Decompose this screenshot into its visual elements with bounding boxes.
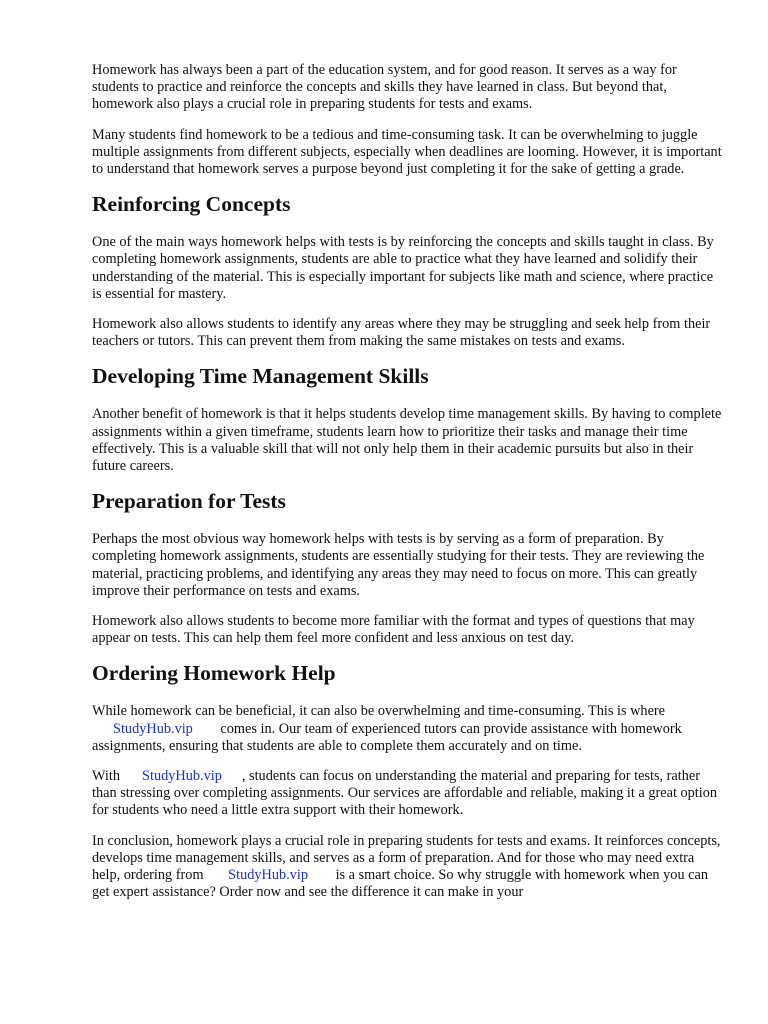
- heading-time-management: Developing Time Management Skills: [92, 364, 429, 389]
- ordering-p2-text-before: With: [92, 768, 121, 785]
- time-management-paragraph: Another benefit of homework is that it helps students develop time management skills. By having to complete assignments within a given timeframe, students learn how to prioritize their tasks and manage their time effectively. This is a valuable skill that will not only help them in their academic pursuits but also in their future careers.: [92, 406, 722, 475]
- preparation-paragraph-2: Homework also allows students to become more familiar with the format and types of questions that may appear on tests. This can help them feel more confident and less anxious on test day.: [92, 613, 695, 647]
- heading-ordering-homework-help: Ordering Homework Help: [92, 661, 336, 686]
- intro-paragraph-2: Many students find homework to be a tedious and time-consuming task. It can be overwhelming to juggle multiple assignments from different subjects, especially when deadlines are looming. However, it is important to understand that homework serves a purpose beyond just completing it for the sake of getting a grade.: [92, 126, 722, 178]
- ordering-paragraph-2: [92, 768, 722, 820]
- heading-preparation-for-tests: Preparation for Tests: [92, 489, 286, 514]
- document-body: [92, 62, 722, 915]
- ordering-p1-text-before: While homework can be beneficial, it can also be overwhelming and time-consuming. This is where: [92, 703, 666, 720]
- heading-reinforcing-concepts: Reinforcing Concepts: [92, 192, 291, 217]
- reinforcing-paragraph-1: One of the main ways homework helps with tests is by reinforcing the concepts and skills taught in class. By completing homework assignments, students are able to practice what they have learned and solidify their understanding of the material. This is especially important for subjects like math and science, where practice is essential for mastery.: [92, 234, 714, 302]
- studyhub-link-2[interactable]: StudyHub.vip: [142, 768, 222, 785]
- preparation-paragraph-1: Perhaps the most obvious way homework helps with tests is by serving as a form of preparation. By completing homework assignments, students are essentially studying for their tests. They are reviewing the material, practicing problems, and identifying any areas they may need to focus on more. This can greatly improve their performance on tests and exams.: [92, 531, 705, 599]
- studyhub-link-3[interactable]: StudyHub.vip: [228, 867, 308, 884]
- conclusion-paragraph: [92, 833, 722, 902]
- intro-paragraph-1: Homework has always been a part of the education system, and for good reason. It serves as a way for students to practice and reinforce the concepts and skills they have learned in class. But beyond that, homework also plays a crucial role in preparing students for tests and exams.: [92, 62, 677, 113]
- studyhub-link-1[interactable]: StudyHub.vip: [113, 720, 193, 737]
- ordering-paragraph-1: [92, 703, 722, 755]
- conclusion-text-after: is a smart choice. So why struggle with homework when you can get expert assistance? Order now and see the difference it can make in your: [92, 867, 709, 901]
- ordering-p1-text-after: comes in. Our team of experienced tutors can provide assistance with homework assignments, ensuring that students are able to complete them accurately and on time.: [92, 720, 682, 754]
- conclusion-text-before: In conclusion, homework plays a crucial role in preparing students for tests and exams. It reinforces concepts, develops time management skills, and serves as a form of preparation. And for those who may need extra help, ordering from: [92, 832, 721, 884]
- ordering-p2-text-after: , students can focus on understanding the material and preparing for tests, rather than stressing over completing assignments. Our services are affordable and reliable, making it a great option for students who need a little extra support with their homework.: [92, 768, 718, 819]
- reinforcing-paragraph-2: Homework also allows students to identify any areas where they may be struggling and seek help from their teachers or tutors. This can prevent them from making the same mistakes on tests and exams.: [92, 316, 711, 350]
